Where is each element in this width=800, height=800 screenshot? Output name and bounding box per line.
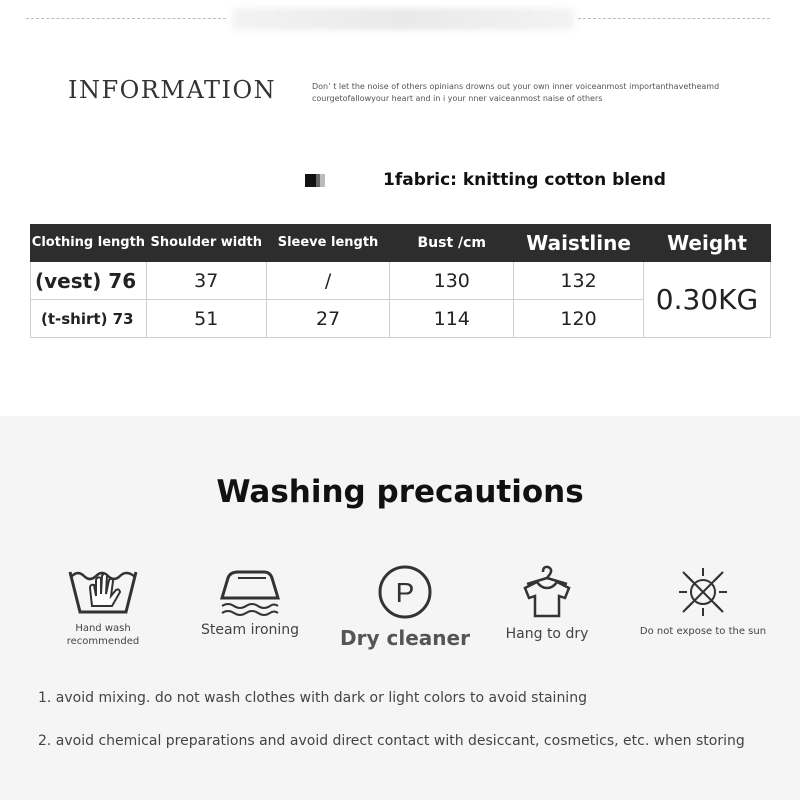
care-label-hang-to-dry: Hang to dry	[505, 626, 589, 642]
cell-weight: 0.30KG	[644, 262, 771, 338]
washing-title: Washing precautions	[216, 474, 584, 510]
header-shoulder-width: Shoulder width	[146, 225, 266, 262]
header-bust: Bust /cm	[390, 225, 514, 262]
steam-iron-icon	[216, 564, 284, 616]
header-sleeve-length: Sleeve length	[266, 225, 390, 262]
top-divider-right	[578, 18, 770, 19]
care-label-steam-ironing: Steam ironing	[200, 622, 300, 638]
cell-waist: 120	[514, 300, 644, 338]
row-label-tshirt: (t-shirt) 73	[31, 300, 147, 338]
care-no-sun	[630, 564, 776, 637]
cell-waist: 132	[514, 262, 644, 300]
top-divider-left	[26, 18, 226, 19]
top-blurred-banner	[232, 8, 574, 30]
header-weight: Weight	[644, 225, 771, 262]
info-title: INFORMATION	[68, 76, 277, 104]
cell-shoulder: 37	[146, 262, 266, 300]
washing-panel	[0, 416, 800, 800]
cell-sleeve: 27	[266, 300, 390, 338]
no-sun-icon	[675, 564, 731, 620]
header-waistline: Waistline	[514, 225, 644, 262]
care-steam-ironing	[190, 564, 310, 638]
cell-bust: 130	[390, 262, 514, 300]
cell-bust: 114	[390, 300, 514, 338]
cell-sleeve: /	[266, 262, 390, 300]
washing-note-1: 1. avoid mixing. do not wash clothes with dark or light colors to avoid staining	[38, 690, 587, 706]
row-label-vest: (vest) 76	[31, 262, 147, 300]
cell-shoulder: 51	[146, 300, 266, 338]
care-hand-wash	[58, 564, 148, 648]
size-table-header	[31, 225, 771, 262]
fabric-swatch-icon	[305, 174, 325, 187]
care-dry-cleaner	[336, 564, 474, 650]
hand-wash-icon	[68, 564, 138, 616]
svg-text:P: P	[395, 577, 415, 608]
dry-clean-icon	[377, 564, 433, 620]
size-table	[30, 224, 771, 338]
care-label-dry-cleaner: Dry cleaner	[340, 626, 470, 650]
care-label-hand-wash: Hand wash recommended	[66, 623, 140, 647]
hang-dry-icon	[519, 564, 575, 620]
care-label-no-sun: Do not expose to the sun	[639, 626, 767, 637]
washing-note-2: 2. avoid chemical preparations and avoid direct contact with desiccant, cosmetics, etc. when storing	[38, 733, 745, 749]
table-row	[31, 262, 771, 300]
care-hang-to-dry	[496, 564, 598, 642]
info-quote: Don’ t let the noise of others opinians drowns out your own inner voiceanmost importanthavetheamd courgetofallowyour heart and in i your nner vaiceanmost naise of others	[312, 82, 720, 103]
header-clothing-length: Clothing length	[31, 225, 147, 262]
fabric-text: 1fabric: knitting cotton blend	[383, 170, 666, 190]
